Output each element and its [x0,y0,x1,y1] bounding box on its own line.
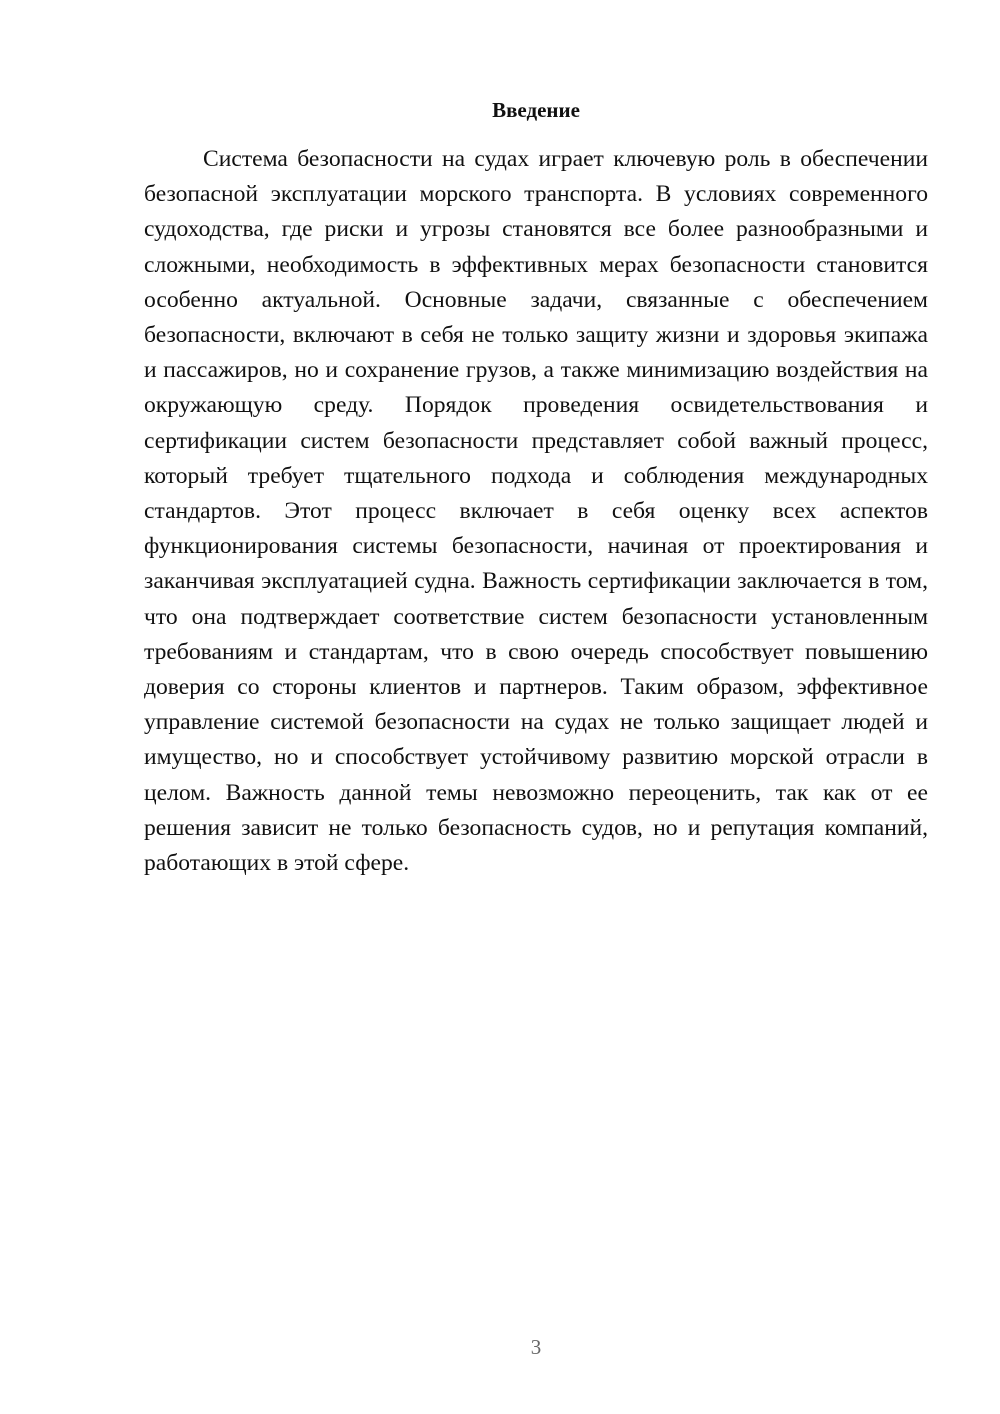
section-title: Введение [492,98,580,122]
intro-paragraph: Система безопасности на судах играет ключевую роль в обеспечении безопасной эксплуатации морского транспорта. В условиях современного судоходства, где риски и угрозы становятся все более разнообразными и сложными, необходимость в эффективных мерах безопасности становится особенно актуальной. Основные задачи, связанные с обеспечением безопасности, включают в себя не только защиту жизни и здоровья экипажа и пассажиров, но и сохранение грузов, а также минимизацию воздействия на окружающую среду. Порядок проведения освидетельствования и сертификации систем безопасности представляет собой важный процесс, который требует тщательного подхода и соблюдения международных стандартов. Этот процесс включает в себя оценку всех аспектов функционирования системы безопасности, начиная от проектирования и заканчивая эксплуатацией судна. Важность сертификации заключается в том, что она подтверждает соответствие систем безопасности установленным требованиям и стандартам, что в свою очередь способствует повышению доверия со стороны клиентов и партнеров. Таким образом, эффективное управление системой безопасности на судах не только защищает людей и имущество, но и способствует устойчивому развитию морской отрасли в целом. Важность данной темы невозможно переоценить, так как от ее решения зависит не только безопасность судов, но и репутация компаний, работающих в этой сфере. [144,146,928,877]
page-number: 3 [530,1335,542,1359]
